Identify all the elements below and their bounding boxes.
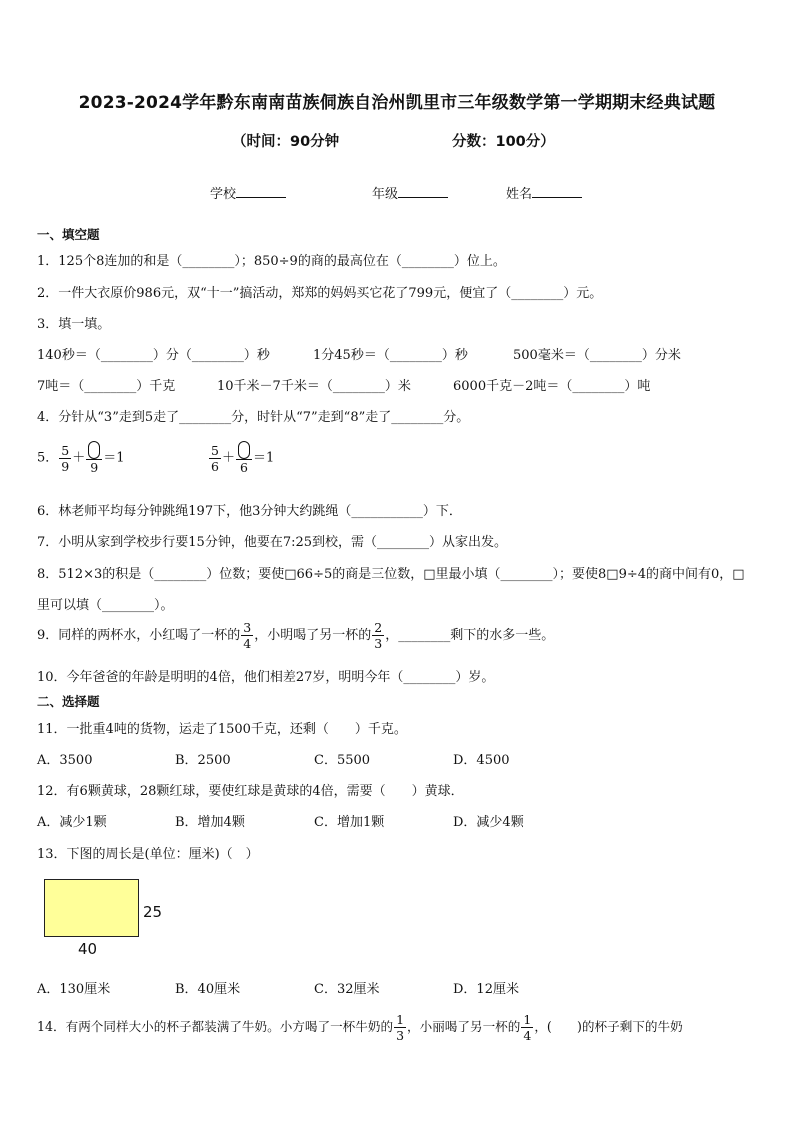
exam-title: 2023-2024学年黔东南南苗族侗族自治州凯里市三年级数学第一学期期末经典试题 [78, 93, 716, 113]
question-3-c: 500毫米＝（________）分米 [513, 348, 681, 363]
question-12: 12．有6颗黄球，28颗红球，要使红球是黄球的4倍，需要（ ）黄球． [37, 784, 464, 799]
question-3-d: 7吨＝（________）千克 [37, 379, 176, 394]
section-fill-heading: 一、填空题 [37, 227, 100, 242]
q13-option-a[interactable]: A．130厘米 [37, 982, 111, 997]
question-5-b: $\frac{5}{6}$ ＋ 6 ＝1 [211, 442, 275, 475]
question-4: 4．分针从“3”走到5走了________分，时针从“7”走到“8”走了________分。 [37, 410, 470, 425]
question-5: 5． $\frac{5}{9}$ ＋ 9 ＝1 [37, 442, 125, 475]
section-choice-heading: 二、选择题 [37, 694, 100, 709]
rectangle-figure [44, 879, 139, 937]
q13-option-b[interactable]: B．40厘米 [175, 982, 241, 997]
q11-option-d[interactable]: D．4500 [453, 753, 510, 768]
question-14: 14．有两个同样大小的杯子都装满了牛奶。小方喝了一杯牛奶的 $\frac{1}{3}$ ，小丽喝了另一杯的 $\frac{1}{4}$ ，( )的杯子剩下的牛奶 [37, 1012, 683, 1043]
question-7: 7．小明从家到学校步行要15分钟，他要在7:25到校，需（________）从家出发。 [37, 535, 508, 550]
question-8-line-2: 里可以填（________）。 [37, 598, 174, 613]
question-3-f: 6000千克－2吨＝（________）吨 [453, 379, 651, 394]
name-blank[interactable] [532, 185, 582, 198]
question-3-b: 1分45秒＝（________）秒 [313, 348, 468, 363]
q11-option-c[interactable]: C．5500 [314, 753, 371, 768]
grade-label: 年级 [372, 187, 399, 202]
rectangle-height-label: 25 [143, 903, 163, 921]
name-label: 姓名 [506, 187, 533, 202]
fraction-1-4: $\frac{1}{4}$ [523, 1012, 532, 1043]
q12-option-c[interactable]: C．增加1颗 [314, 815, 385, 830]
q11-option-a[interactable]: A．3500 [37, 753, 93, 768]
question-1: 1．125个8连加的和是（________）；850÷9的商的最高位在（________）位上。 [37, 254, 506, 269]
q12-option-b[interactable]: B．增加4颗 [175, 815, 245, 830]
question-2: 2．一件大衣原价986元，双“十一”搞活动，郑郑的妈妈买它花了799元，便宜了（________）元。 [37, 286, 603, 301]
answer-box[interactable] [238, 441, 250, 459]
question-13: 13．下图的周长是(单位：厘米)（ ） [37, 847, 259, 862]
school-label: 学校 [210, 187, 237, 202]
question-5-number: 5． [37, 450, 59, 466]
time-limit: （时间：90分钟 [232, 134, 340, 150]
fraction-5-9: $\frac{5}{9}$ [61, 442, 70, 474]
fraction-5-6: $\frac{5}{6}$ [211, 442, 219, 474]
school-field[interactable] [210, 183, 286, 202]
answer-box[interactable] [88, 441, 100, 459]
question-8-line-1: 8．512×3的积是（________）位数；要使□66÷5的商是三位数，□里最小填（________）；要使8□9÷4的商中间有0，□ [37, 567, 745, 582]
fraction-blank-6[interactable]: 6 [236, 441, 252, 475]
question-3-e: 10千米－7千米＝（________）米 [217, 379, 411, 394]
fraction-1-3: $\frac{1}{3}$ [396, 1012, 405, 1043]
question-10: 10．今年爸爸的年龄是明明的4倍，他们相差27岁，明明今年（________）岁。 [37, 670, 495, 685]
question-3-heading: 3．填一填。 [37, 317, 111, 332]
fraction-2-3: $\frac{2}{3}$ [374, 620, 383, 651]
q12-option-a[interactable]: A．减少1颗 [37, 815, 107, 830]
grade-blank[interactable] [398, 185, 448, 198]
fraction-3-4: $\frac{3}{4}$ [243, 620, 252, 651]
rectangle-width-label: 40 [78, 940, 98, 958]
question-11: 11．一批重4吨的货物，运走了1500千克，还剩（ ）千克。 [37, 722, 407, 737]
grade-field[interactable] [372, 183, 448, 202]
q12-option-d[interactable]: D．减少4颗 [453, 815, 524, 830]
question-6: 6．林老师平均每分钟跳绳197下，他3分钟大约跳绳（___________）下． [37, 504, 462, 519]
name-field[interactable] [506, 183, 582, 202]
total-score: 分数：100分） [452, 134, 555, 150]
q11-option-b[interactable]: B．2500 [175, 753, 231, 768]
question-3-a: 140秒＝（________）分（________）秒 [37, 348, 270, 363]
school-blank[interactable] [236, 185, 286, 198]
q13-option-d[interactable]: D．12厘米 [453, 982, 519, 997]
q13-option-c[interactable]: C．32厘米 [314, 982, 380, 997]
fraction-blank-9[interactable]: 9 [86, 441, 102, 475]
question-9: 9．同样的两杯水，小红喝了一杯的 $\frac{3}{4}$ ，小明喝了另一杯的 $\frac{2}{3}$ ，________剩下的水多一些。 [37, 620, 555, 651]
